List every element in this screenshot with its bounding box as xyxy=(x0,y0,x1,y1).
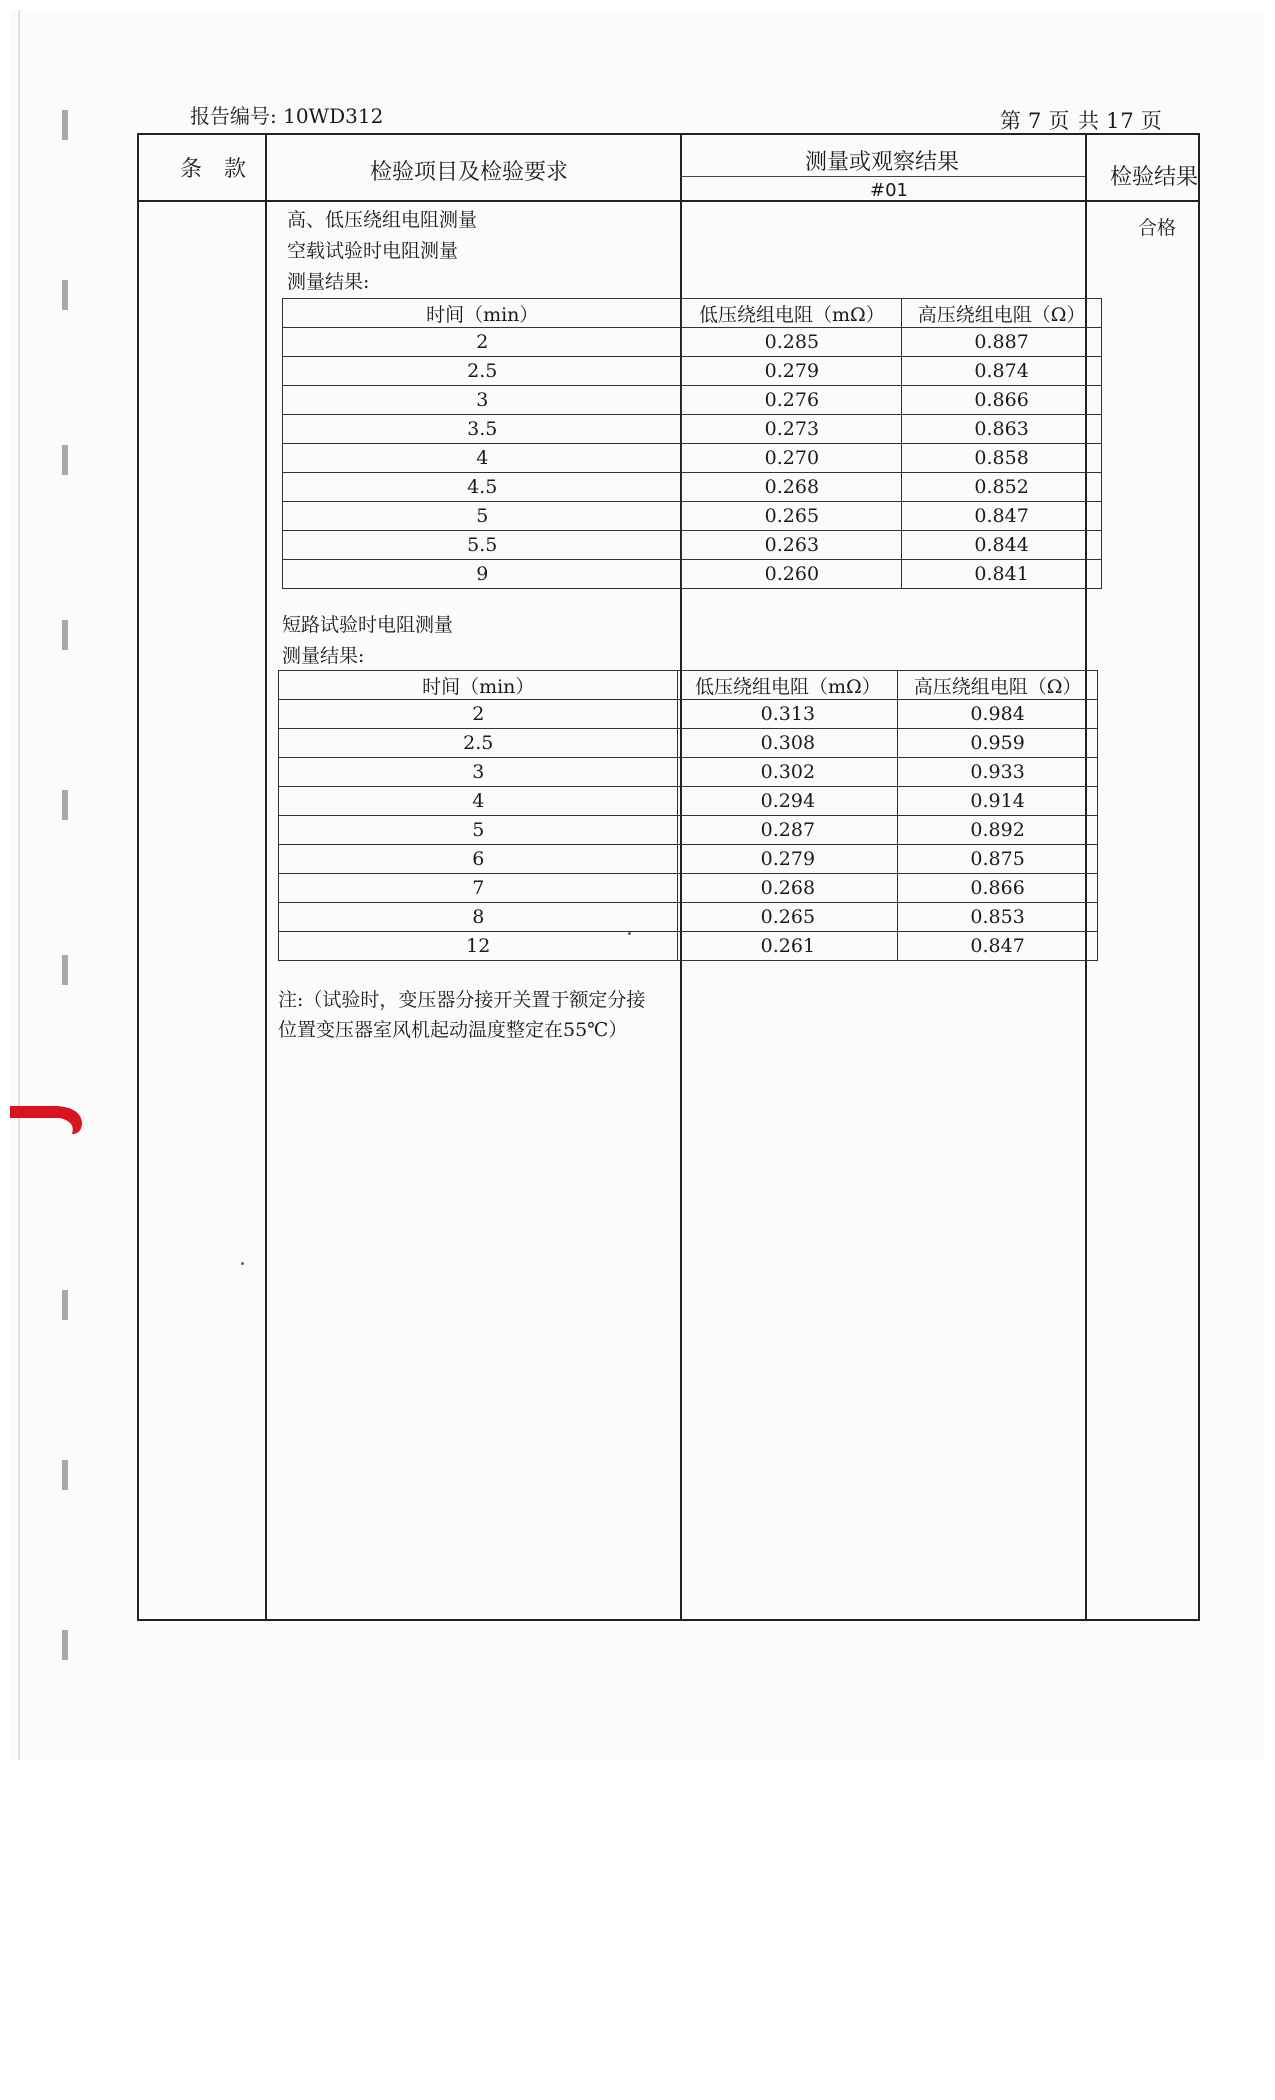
header-item: 检验项目及检验要求 xyxy=(370,160,569,185)
low-cell: 0.268 xyxy=(678,874,898,903)
high-cell: 0.844 xyxy=(902,531,1102,560)
col-divider xyxy=(265,133,267,1621)
test-note-line1: 注:（试验时，变压器分接开关置于额定分接 xyxy=(278,989,646,1011)
low-cell: 0.308 xyxy=(678,729,898,758)
section1-title: 高、低压绕组电阻测量 xyxy=(287,209,478,231)
time-cell: 7 xyxy=(279,874,678,903)
page-indicator: 第 7 页 共 17 页 xyxy=(1000,109,1163,133)
binding-hole xyxy=(62,955,68,985)
high-cell: 0.841 xyxy=(902,560,1102,589)
table-row xyxy=(283,328,1102,357)
time-cell: 4.5 xyxy=(283,473,682,502)
table-row xyxy=(279,874,1098,903)
low-cell: 0.263 xyxy=(682,531,902,560)
table-row xyxy=(279,845,1098,874)
time-cell: 5 xyxy=(279,816,678,845)
header-bottom-rule xyxy=(137,200,1200,202)
time-cell: 9 xyxy=(283,560,682,589)
table-row xyxy=(279,758,1098,787)
table-row xyxy=(283,415,1102,444)
header-clause: 条 款 xyxy=(180,157,247,182)
header-measure: 测量或观察结果 xyxy=(805,150,960,175)
table-row xyxy=(279,903,1098,932)
header-unit-id: #01 xyxy=(870,180,908,201)
table-row xyxy=(279,787,1098,816)
low-cell: 0.287 xyxy=(678,816,898,845)
binding-hole xyxy=(62,1630,68,1660)
page-edge xyxy=(18,10,20,1760)
low-cell: 0.285 xyxy=(682,328,902,357)
high-cell: 0.847 xyxy=(902,502,1102,531)
table-row xyxy=(283,560,1102,589)
col-low-voltage: 低压绕组电阻（mΩ） xyxy=(678,671,898,700)
binding-hole xyxy=(62,1460,68,1490)
time-cell: 4 xyxy=(283,444,682,473)
table-row xyxy=(283,531,1102,560)
high-cell: 0.863 xyxy=(902,415,1102,444)
header-result: 检验结果 xyxy=(1110,165,1199,190)
result-pass: 合格 xyxy=(1138,217,1177,239)
low-cell: 0.265 xyxy=(678,903,898,932)
time-cell: 3 xyxy=(279,758,678,787)
table-header-row xyxy=(279,671,1098,700)
high-cell: 0.984 xyxy=(898,700,1098,729)
binding-hole xyxy=(62,110,68,140)
table-row xyxy=(279,700,1098,729)
header-sub-rule xyxy=(680,176,1085,177)
high-cell: 0.914 xyxy=(898,787,1098,816)
col-low-voltage: 低压绕组电阻（mΩ） xyxy=(682,299,902,328)
table-row xyxy=(279,932,1098,961)
section1-result-label: 测量结果: xyxy=(287,271,370,293)
high-cell: 0.887 xyxy=(902,328,1102,357)
noload-resistance-table xyxy=(282,298,1102,589)
time-cell: 8 xyxy=(279,903,678,932)
shortcircuit-resistance-table xyxy=(278,670,1098,961)
binding-hole xyxy=(62,445,68,475)
time-cell: 12 xyxy=(279,932,678,961)
table-row xyxy=(283,444,1102,473)
scan-speck xyxy=(241,1262,244,1265)
section1-subtitle: 空载试验时电阻测量 xyxy=(287,240,459,262)
high-cell: 0.853 xyxy=(898,903,1098,932)
high-cell: 0.875 xyxy=(898,845,1098,874)
table-row xyxy=(283,386,1102,415)
time-cell: 5.5 xyxy=(283,531,682,560)
low-cell: 0.302 xyxy=(678,758,898,787)
time-cell: 3 xyxy=(283,386,682,415)
low-cell: 0.260 xyxy=(682,560,902,589)
col-time: 时间（min） xyxy=(283,299,682,328)
high-cell: 0.847 xyxy=(898,932,1098,961)
table-row xyxy=(279,729,1098,758)
table-row xyxy=(279,816,1098,845)
high-cell: 0.866 xyxy=(902,386,1102,415)
high-cell: 0.959 xyxy=(898,729,1098,758)
high-cell: 0.858 xyxy=(902,444,1102,473)
high-cell: 0.866 xyxy=(898,874,1098,903)
high-cell: 0.874 xyxy=(902,357,1102,386)
low-cell: 0.261 xyxy=(678,932,898,961)
time-cell: 5 xyxy=(283,502,682,531)
time-cell: 2.5 xyxy=(279,729,678,758)
time-cell: 3.5 xyxy=(283,415,682,444)
low-cell: 0.279 xyxy=(682,357,902,386)
scan-speck xyxy=(628,932,631,935)
table-header-row xyxy=(283,299,1102,328)
time-cell: 2.5 xyxy=(283,357,682,386)
binding-hole xyxy=(62,790,68,820)
time-cell: 2 xyxy=(283,328,682,357)
table-row xyxy=(283,357,1102,386)
low-cell: 0.273 xyxy=(682,415,902,444)
high-cell: 0.933 xyxy=(898,758,1098,787)
binding-hole xyxy=(62,1290,68,1320)
time-cell: 2 xyxy=(279,700,678,729)
high-cell: 0.852 xyxy=(902,473,1102,502)
section2-title: 短路试验时电阻测量 xyxy=(282,614,454,636)
low-cell: 0.313 xyxy=(678,700,898,729)
binding-hole xyxy=(62,620,68,650)
test-note-line2: 位置变压器室风机起动温度整定在55℃） xyxy=(278,1019,628,1041)
low-cell: 0.276 xyxy=(682,386,902,415)
col-high-voltage: 高压绕组电阻（Ω） xyxy=(898,671,1098,700)
binding-hole xyxy=(62,280,68,310)
report-number: 报告编号: 10WD312 xyxy=(190,104,384,128)
low-cell: 0.270 xyxy=(682,444,902,473)
binding-ribbon xyxy=(10,1100,82,1136)
low-cell: 0.294 xyxy=(678,787,898,816)
low-cell: 0.279 xyxy=(678,845,898,874)
col-high-voltage: 高压绕组电阻（Ω） xyxy=(902,299,1102,328)
time-cell: 4 xyxy=(279,787,678,816)
time-cell: 6 xyxy=(279,845,678,874)
low-cell: 0.268 xyxy=(682,473,902,502)
col-time: 时间（min） xyxy=(279,671,678,700)
table-row xyxy=(283,502,1102,531)
section2-result-label: 测量结果: xyxy=(282,645,365,667)
low-cell: 0.265 xyxy=(682,502,902,531)
table-row xyxy=(283,473,1102,502)
high-cell: 0.892 xyxy=(898,816,1098,845)
